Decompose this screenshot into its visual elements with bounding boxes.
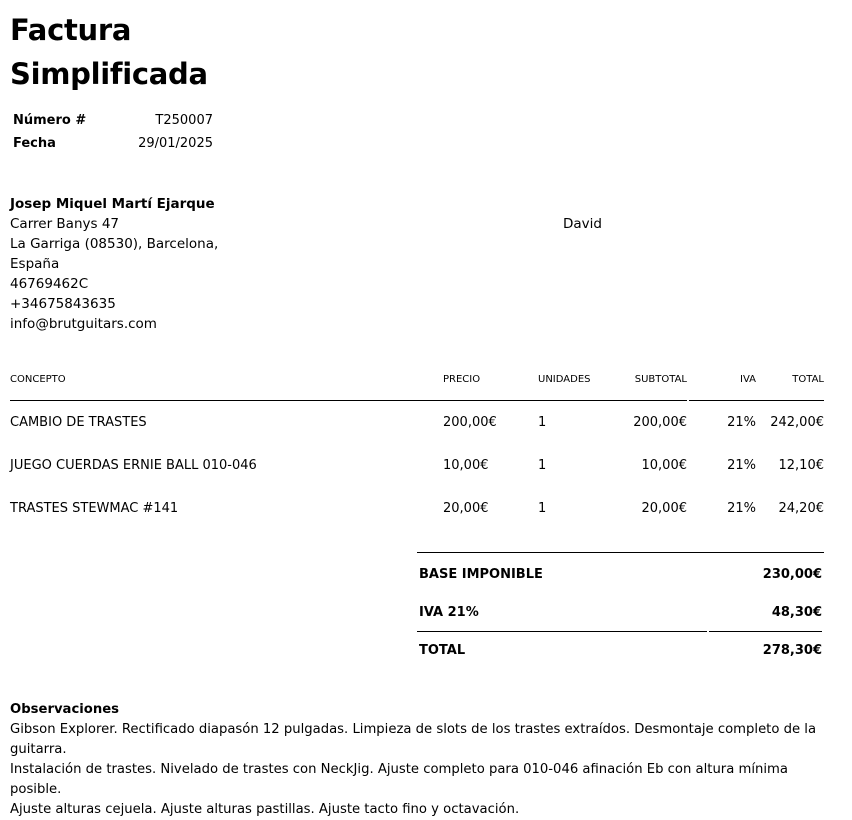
header-units: UNIDADES bbox=[538, 374, 591, 385]
seller-address-line2: La Garriga (08530), Barcelona, bbox=[10, 236, 219, 252]
invoice-date-label: Fecha bbox=[13, 136, 56, 151]
item-units: 1 bbox=[538, 458, 547, 473]
item-units: 1 bbox=[538, 415, 547, 430]
seller-info bbox=[10, 194, 218, 334]
item-units: 1 bbox=[538, 501, 547, 516]
item-iva: 21% bbox=[727, 415, 756, 430]
item-subtotal: 200,00€ bbox=[633, 415, 687, 430]
seller-country: España bbox=[10, 256, 60, 272]
header-iva: IVA bbox=[740, 374, 756, 385]
items-table bbox=[10, 370, 824, 530]
invoice-date-row bbox=[13, 135, 213, 158]
item-subtotal: 20,00€ bbox=[641, 501, 687, 516]
observations-title: Observaciones bbox=[10, 702, 120, 717]
item-concept: TRASTES STEWMAC #141 bbox=[10, 501, 179, 516]
observations-line2: Instalación de trastes. Nivelado de trastes con NeckJig. Ajuste completo para 010-046 afinación Eb con altura mínima posible. bbox=[10, 762, 788, 797]
invoice-number-value: T250007 bbox=[155, 113, 213, 128]
observations-line1: Gibson Explorer. Rectificado diapasón 12 pulgadas. Limpieza de slots de los trastes extraídos. Desmontaje completo de la guitarra. bbox=[10, 722, 817, 757]
totals-base-value: 230,00€ bbox=[762, 567, 822, 582]
client-info bbox=[563, 214, 602, 234]
invoice-title-line2: Simplificada bbox=[10, 57, 208, 91]
item-price: 20,00€ bbox=[443, 501, 489, 516]
invoice-title-line1: Factura bbox=[10, 13, 132, 47]
item-total: 24,20€ bbox=[778, 501, 824, 516]
item-iva: 21% bbox=[727, 501, 756, 516]
seller-address-line1: Carrer Banys 47 bbox=[10, 216, 119, 232]
header-subtotal: SUBTOTAL bbox=[634, 374, 687, 385]
item-price: 200,00€ bbox=[443, 415, 497, 430]
table-row bbox=[10, 444, 824, 487]
header-concept: CONCEPTO bbox=[10, 374, 66, 385]
totals-iva-row bbox=[417, 593, 824, 631]
client-name: David bbox=[563, 216, 602, 232]
observations-line3: Ajuste alturas cejuela. Ajuste alturas pastillas. Ajuste tacto fino y octavación. bbox=[10, 802, 520, 817]
seller-tax-id: 46769462C bbox=[10, 276, 89, 292]
observations bbox=[10, 700, 840, 820]
invoice-number-row bbox=[13, 112, 213, 135]
totals-total-row bbox=[417, 632, 824, 668]
totals-total-value: 278,30€ bbox=[762, 643, 822, 658]
invoice-number-label: Número # bbox=[13, 113, 87, 128]
item-price: 10,00€ bbox=[443, 458, 489, 473]
totals-iva-value: 48,30€ bbox=[771, 605, 822, 620]
invoice-meta bbox=[13, 112, 213, 158]
item-concept: CAMBIO DE TRASTES bbox=[10, 415, 147, 430]
seller-phone: +34675843635 bbox=[10, 296, 116, 312]
totals-total-label: TOTAL bbox=[419, 643, 466, 658]
seller-email: info@brutguitars.com bbox=[10, 316, 157, 332]
table-row bbox=[10, 487, 824, 530]
totals-base-label: BASE IMPONIBLE bbox=[419, 567, 543, 582]
header-total: TOTAL bbox=[792, 374, 824, 385]
item-iva: 21% bbox=[727, 458, 756, 473]
item-concept: JUEGO CUERDAS ERNIE BALL 010-046 bbox=[10, 458, 257, 473]
invoice-title bbox=[10, 8, 208, 96]
totals-table bbox=[417, 552, 824, 668]
item-total: 242,00€ bbox=[770, 415, 824, 430]
invoice-date-value: 29/01/2025 bbox=[138, 136, 213, 151]
header-price: PRECIO bbox=[443, 374, 481, 385]
item-total: 12,10€ bbox=[778, 458, 824, 473]
seller-name: Josep Miquel Martí Ejarque bbox=[10, 196, 215, 212]
items-table-header bbox=[10, 370, 824, 401]
totals-iva-label: IVA 21% bbox=[419, 605, 479, 620]
totals-base-row bbox=[417, 552, 824, 593]
item-subtotal: 10,00€ bbox=[641, 458, 687, 473]
table-row bbox=[10, 401, 824, 444]
